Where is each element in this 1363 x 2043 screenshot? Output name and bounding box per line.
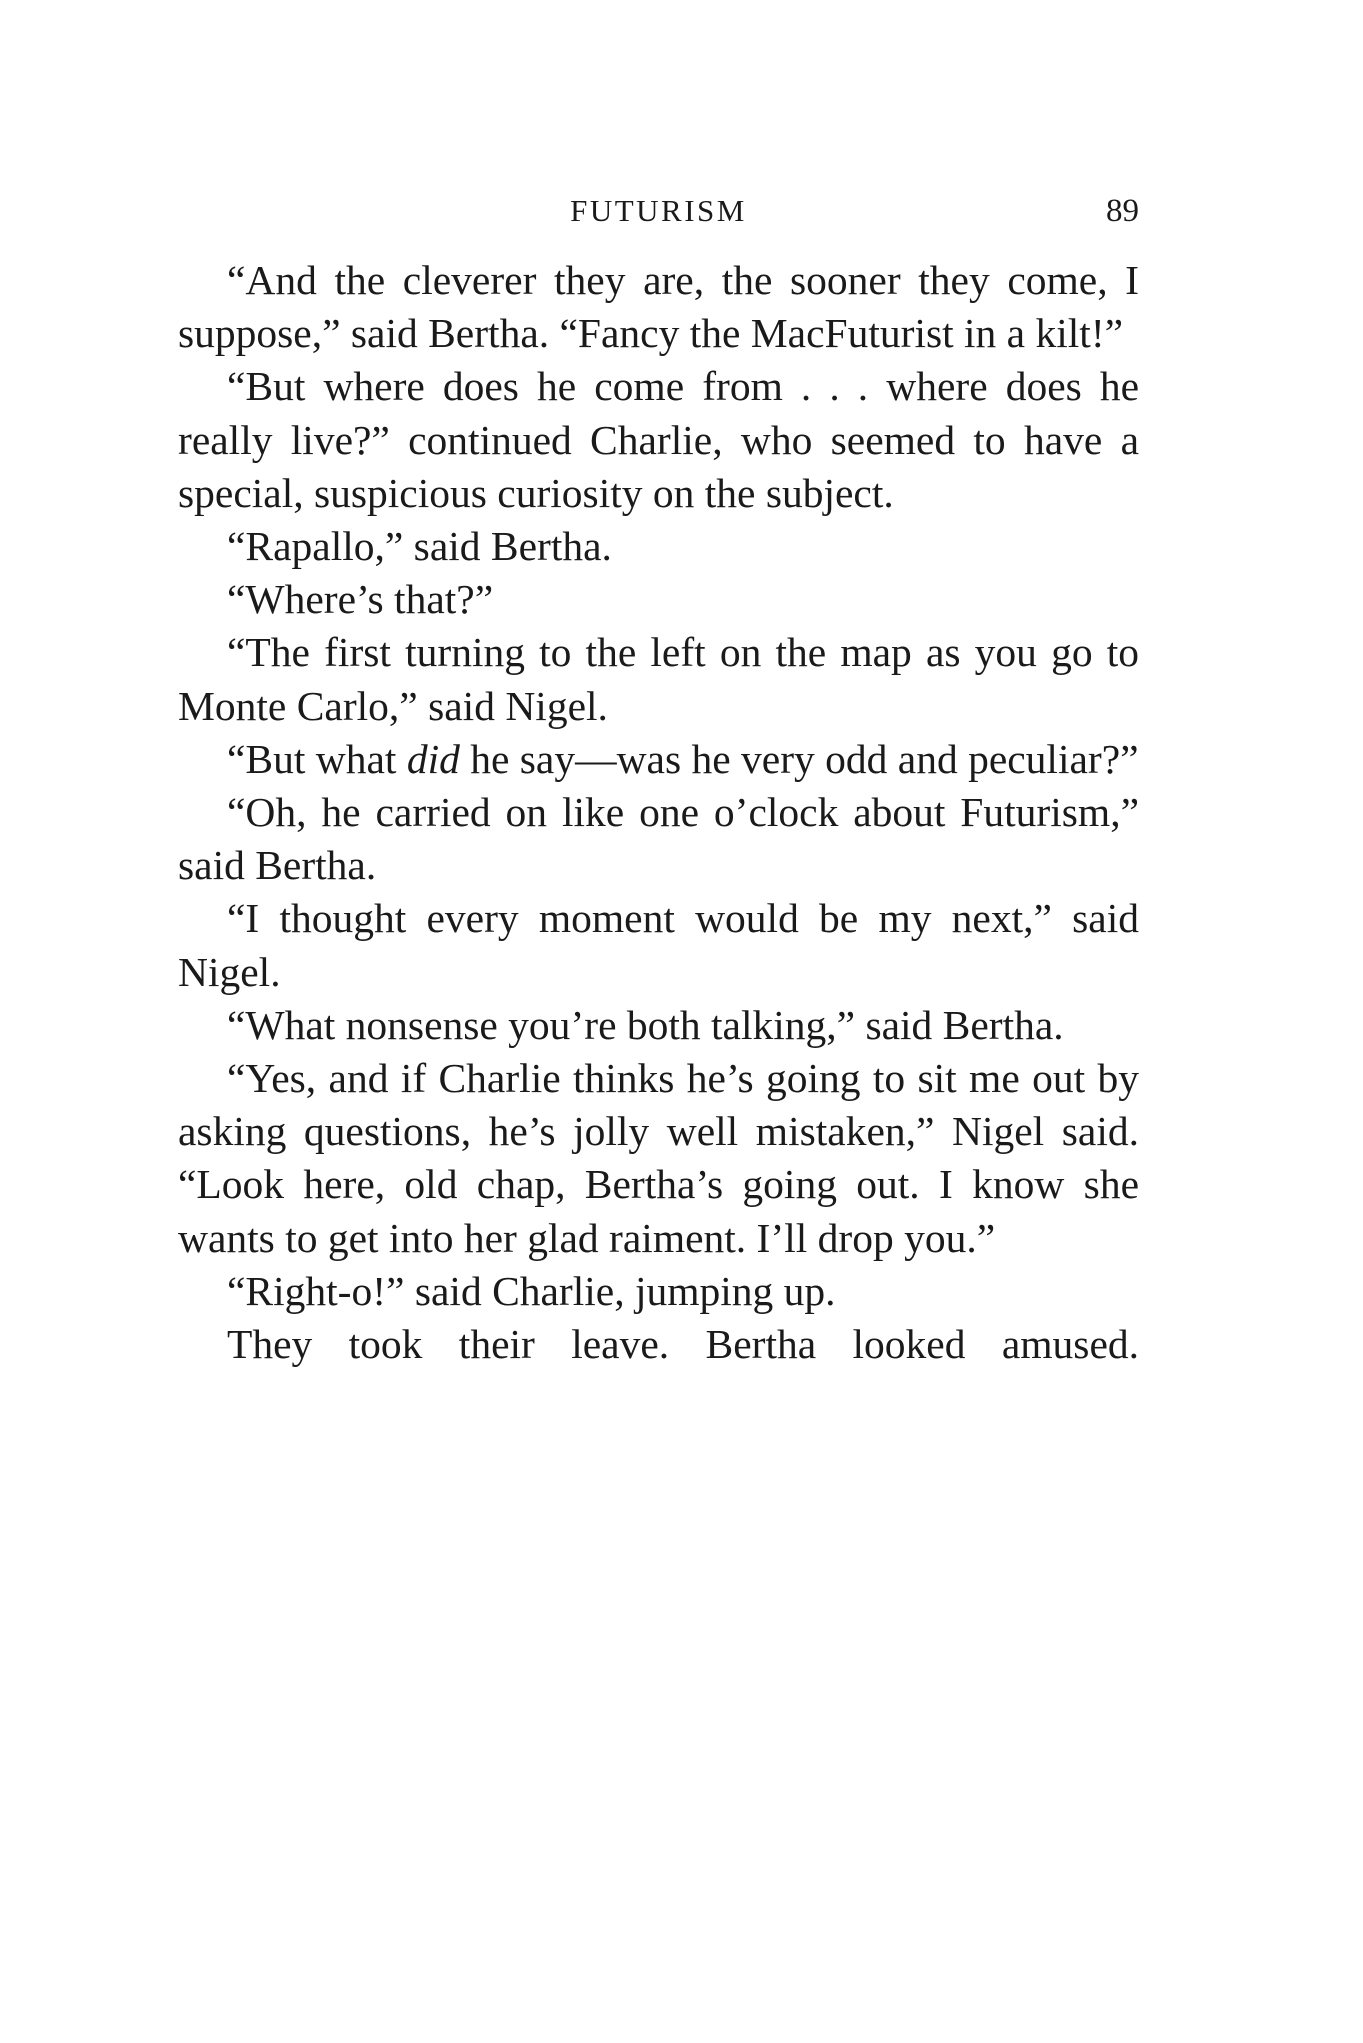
paragraph-text: he say—was he very odd and peculiar?” — [459, 735, 1139, 782]
paragraph — [178, 733, 1139, 786]
emphasized-word: did — [406, 735, 460, 782]
paragraph: “And the cleverer they are, the sooner they come, I suppose,” said Bertha. “Fancy the MacFuturist in a kilt!” — [178, 257, 1139, 357]
paragraph: “Where’s that?” — [227, 576, 494, 623]
paragraph: “Oh, he carried on like one o’clock about Futurism,” said Bertha. — [178, 789, 1139, 889]
running-head — [178, 188, 1139, 234]
paragraph: “What nonsense you’re both talking,” said Bertha. — [227, 1001, 1064, 1048]
paragraph: They took their leave. Bertha looked amused. — [227, 1321, 1139, 1368]
paragraph-text: “But what — [227, 735, 407, 782]
paragraph: “Yes, and if Charlie thinks he’s going to sit me out by asking questions, he’s jolly well mistaken,” Nigel said. “Look here, old chap, Bertha’s going out. I know she wants to get into her glad raiment. I’ll drop you.” — [178, 1055, 1139, 1261]
body-text — [178, 254, 1139, 1371]
paragraph: “Right-o!” said Charlie, jumping up. — [227, 1267, 836, 1314]
paragraph: “The first turning to the left on the map as you go to Monte Carlo,” said Nigel. — [178, 629, 1139, 729]
paragraph: “I thought every moment would be my next,” said Nigel. — [178, 895, 1139, 995]
page-number: 89 — [1106, 193, 1139, 229]
paragraph: “But where does he come from . . . where does he really live?” continued Charlie, who seemed to have a special, suspicious curiosity on the subject. — [178, 363, 1139, 516]
running-title: FUTURISM — [570, 193, 747, 228]
paragraph: “Rapallo,” said Bertha. — [227, 523, 612, 570]
